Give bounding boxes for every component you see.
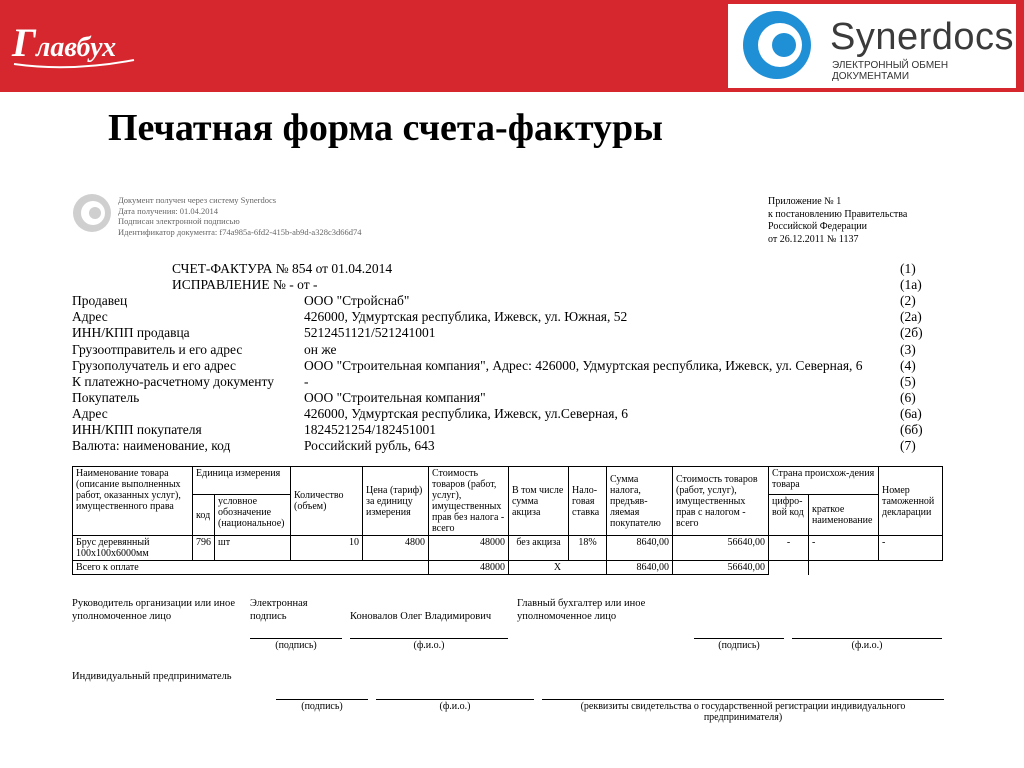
signature-line [376,699,534,700]
field-code: (2б) [900,325,923,340]
appendix-line: Приложение № 1 [768,196,842,207]
field-code: (5) [900,374,916,389]
cell-total-cost-with-tax: 56640,00 [673,561,769,575]
cell-unit-name: шт [215,536,291,561]
synerdocs-tagline: ЭЛЕКТРОННЫЙ ОБМЕН ДОКУМЕНТАМИ [832,60,949,82]
signature-line [250,638,342,639]
signature-line [542,699,944,700]
synerdocs-logo [728,4,1016,88]
head-label: Руководитель организации или иное уполномоченное лицо [72,598,235,622]
cell-total-tax-sum: 8640,00 [607,561,673,575]
signature-line [792,638,942,639]
cell-cost-with-tax: 56640,00 [673,536,769,561]
appendix-note [768,196,907,246]
field-label: Продавец [72,293,128,308]
field-label: Валюта: наименование, код [72,438,231,453]
col-header-qty: Количество (объем) [291,467,363,536]
appendix-line: к постановлению Правительства [768,208,908,220]
glavbukh-wordmark: лавбух [36,32,117,63]
signature-line [276,699,368,700]
cell-country-name: - [809,536,879,561]
goods-table [72,466,943,575]
field-label: Адрес [72,406,108,421]
col-header-unit: Единица измерения [193,467,291,495]
table-row [73,536,943,561]
field-code: (2) [900,293,916,308]
col-header-country-name: краткое наименование [809,495,879,536]
head-name: Коновалов Олег Владимирович [350,611,492,622]
col-header-cost-no-tax: Стоимость товаров (работ, услуг), имущественных прав без налога - всего [429,467,509,536]
field-value: ООО "Стройснаб" [304,293,410,308]
field-code: (6б) [900,422,923,437]
cell-tax-sum: 8640,00 [607,536,673,561]
invoice-correction: ИСПРАВЛЕНИЕ № - от - [172,277,318,292]
fio-caption: (ф.и.о.) [851,640,883,651]
field-code: (3) [900,342,916,357]
field-label: Покупатель [72,390,140,405]
col-header-price: Цена (тариф) за единицу измерения [363,467,429,536]
stamp-line: Идентификатор документа: f74a985a-6fd2-415b-ab9d-a328c3d66d74 [118,226,362,237]
col-header-country-code: цифро-вой код [769,495,809,536]
field-value: ООО "Строительная компания", Адрес: 426000, Удмуртская республика, Ижевск, ул. Северная, 6 [304,358,863,373]
col-header-name: Наименование товара (описание выполненных работ, оказанных услуг), имущественного права [73,467,193,536]
field-label: Грузополучатель и его адрес [72,358,237,373]
cell-unit-code: 796 [193,536,215,561]
stamp-line: Дата получения: 01.04.2014 [118,205,219,216]
col-header-cost-with-tax: Стоимость товаров (работ, услуг), имущественных прав с налогом - всего [673,467,769,536]
invoice-title: СЧЕТ-ФАКТУРА № 854 от 01.04.2014 [172,261,393,276]
appendix-line: от 26.12.2011 № 1137 [768,233,859,245]
cell-total-cost-no-tax: 48000 [429,561,509,575]
cell-qty: 10 [291,536,363,561]
invoice-correction-code: (1а) [900,277,922,292]
stamp-line: Подписан электронной подписью [118,216,240,226]
requisites-caption: (реквизиты свидетельства о государственной регистрации индивидуального предпринимателя) [580,701,906,723]
cell-price: 4800 [363,536,429,561]
cell-total-empty [809,561,879,575]
svg-text:Г: Г [12,20,37,65]
glavbukh-logo [10,12,140,74]
cell-country-code: - [769,536,809,561]
field-label: К платежно-расчетному документу [72,374,274,389]
field-value: - [304,374,309,389]
field-value: ООО "Строительная компания" [304,390,486,405]
signature-line [694,638,784,639]
col-header-unit-code: код [193,495,215,536]
field-value: 5212451121/521241001 [304,325,436,340]
stamp-text [118,195,361,237]
slide-title: Печатная форма счета-фактуры [108,107,663,149]
cell-rate: 18% [569,536,607,561]
sign-caption: (подпись) [301,701,343,712]
col-header-unit-name: условное обозначение (национальное) [215,495,291,536]
cell-cost-no-tax: 48000 [429,536,509,561]
col-header-customs: Номер таможенной декларации [879,467,943,536]
field-value: 426000, Удмуртская республика, Ижевск, ул. Южная, 52 [304,309,628,324]
cell-total-empty [769,561,809,575]
field-code: (4) [900,358,916,373]
field-value: Российский рубль, 643 [304,438,435,453]
signature-line [350,638,508,639]
synerdocs-name: Synerdocs [830,16,1015,58]
field-label: Адрес [72,309,108,324]
invoice-title-code: (1) [900,261,916,276]
table-total-row [73,561,943,575]
field-label: ИНН/КПП продавца [72,325,190,340]
field-code: (2а) [900,309,922,324]
header-bar [0,0,1024,92]
field-code: (6а) [900,406,922,421]
cell-total-empty [879,561,943,575]
col-header-tax-sum: Сумма налога, предъяв-ляемая покупателю [607,467,673,536]
synerdocs-stamp-icon [72,193,112,233]
field-value: он же [304,342,337,357]
field-value: 1824521254/182451001 [304,422,437,437]
table-header-row [73,467,943,495]
field-code: (6) [900,390,916,405]
field-value: 426000, Удмуртская республика, Ижевск, ул.Северная, 6 [304,406,628,421]
field-code: (7) [900,438,916,453]
col-header-excise: В том числе сумма акциза [509,467,569,536]
cell-total-label: Всего к оплате [73,561,429,575]
appendix-line: Российской Федерации [768,221,868,232]
col-header-country: Страна происхож-дения товара [769,467,879,495]
field-label: ИНН/КПП покупателя [72,422,202,437]
fio-caption: (ф.и.о.) [439,701,471,712]
synerdocs-circle-icon [740,8,814,82]
cell-total-excise: X [509,561,607,575]
sign-caption: (подпись) [718,640,760,651]
fio-caption: (ф.и.о.) [413,640,445,651]
entrepreneur-label: Индивидуальный предприниматель [72,671,232,682]
cell-name: Брус деревянный 100х100х6000мм [73,536,193,561]
field-label: Грузоотправитель и его адрес [72,342,243,357]
cell-excise: без акциза [509,536,569,561]
esign-label: Электронная подпись [250,598,308,622]
stamp-line: Документ получен через систему Synerdocs [118,195,277,205]
sign-caption: (подпись) [275,640,317,651]
cell-customs: - [879,536,943,561]
col-header-rate: Нало-говая ставка [569,467,607,536]
accountant-label: Главный бухгалтер или иное уполномоченное лицо [517,598,646,622]
